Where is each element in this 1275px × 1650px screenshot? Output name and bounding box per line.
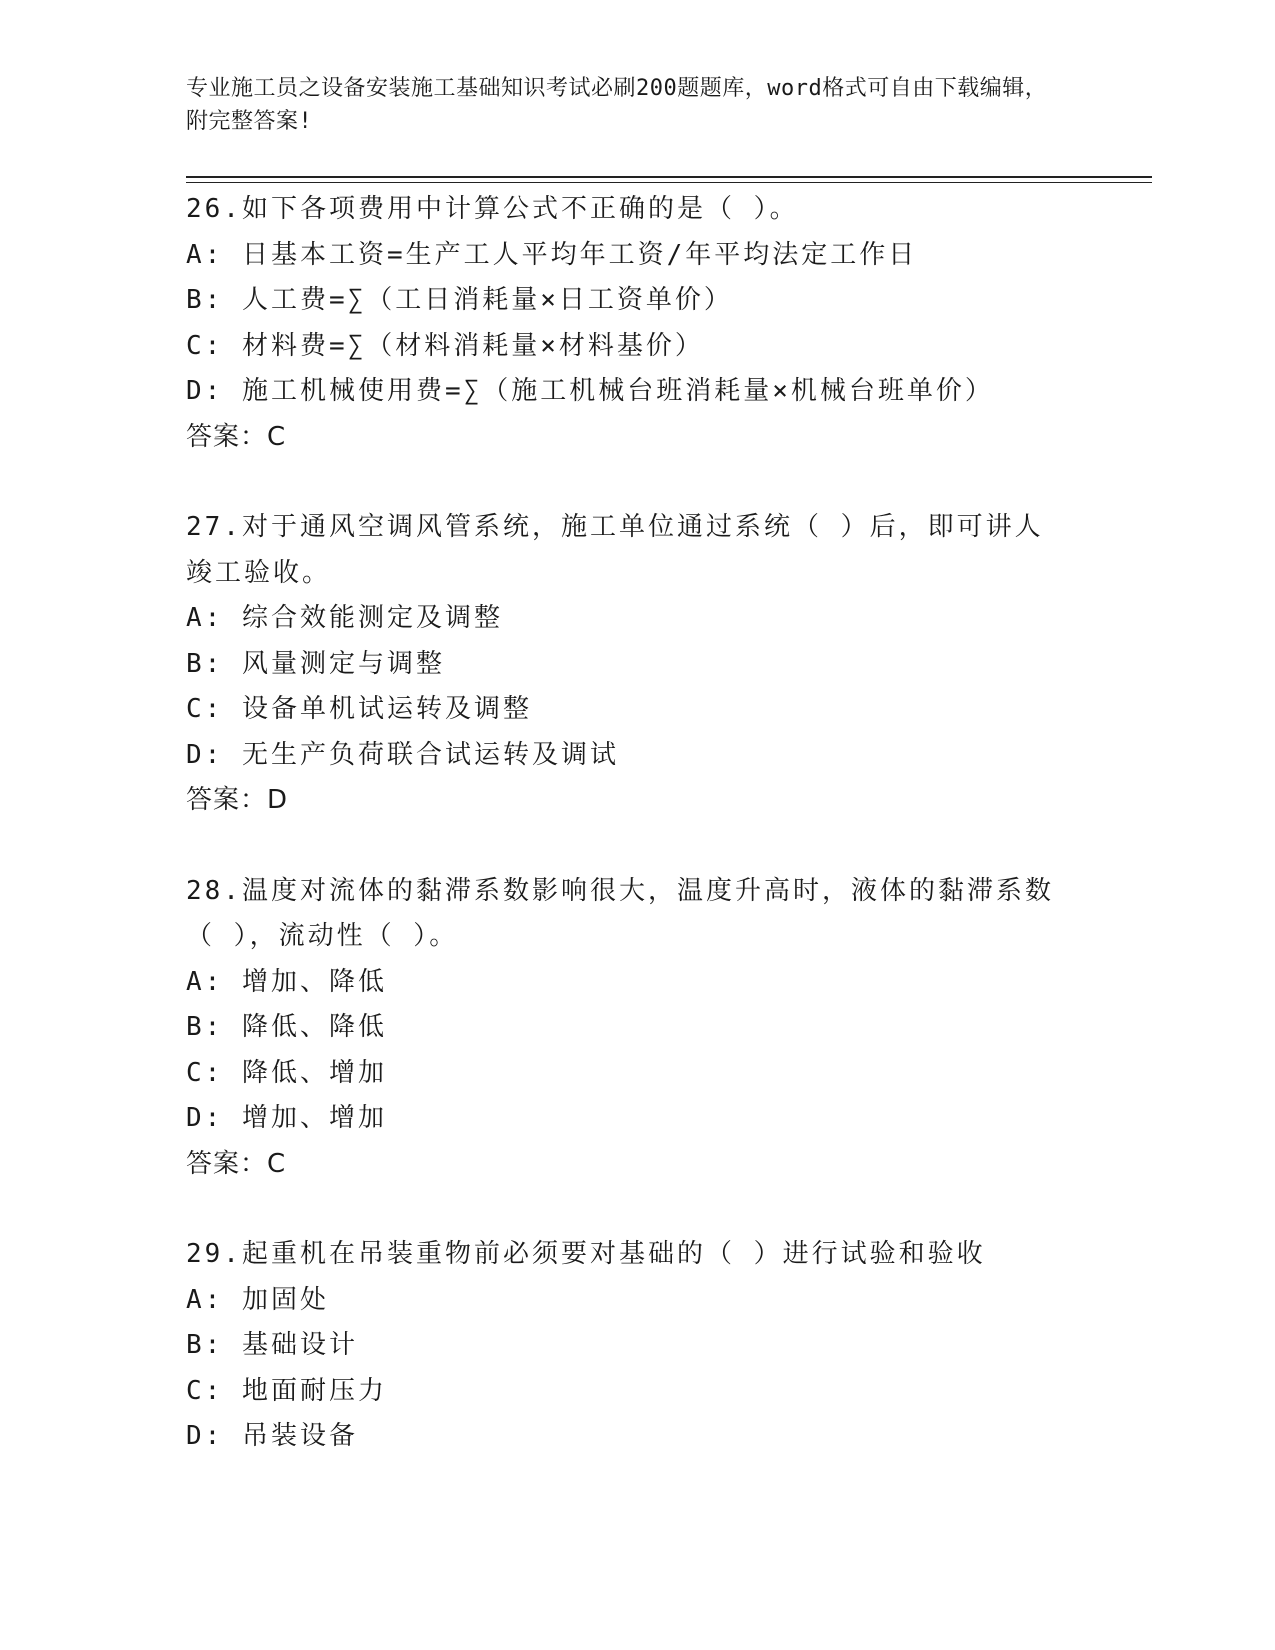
option-a: A: 加固处 [186,1284,329,1315]
question-text: 26.如下各项费用中计算公式不正确的是（ ）。 [186,194,799,224]
option-b: B: 风量测定与调整 [186,648,445,679]
option-c: C: 降低、增加 [186,1057,387,1088]
answer: 答案：C [186,1148,287,1179]
document-header: 专业施工员之设备安装施工基础知识考试必刷200题题库，word格式可自由下载编辑，附完整答案! [186,76,1048,134]
header-rule-thick [186,176,1152,178]
option-b: B: 降低、降低 [186,1012,387,1042]
answer: 答案：D [186,785,289,815]
header-rule-thin [186,182,1152,183]
option-c: C: 材料费=∑（材料消耗量×材料基价） [186,330,704,361]
option-b: B: 基础设计 [186,1330,358,1360]
option-a: A: 日基本工资=生产工人平均年工资/年平均法定工作日 [186,239,918,270]
question-text: 27.对于通风空调风管系统，施工单位通过系统（ ）后，即可讲人竣工验收。 [186,512,1044,588]
option-a: A: 综合效能测定及调整 [186,603,503,633]
option-d: D: 无生产负荷联合试运转及调试 [186,739,619,770]
question-29 [186,1232,1086,1460]
option-d: D: 施工机械使用费=∑（施工机械台班消耗量×机械台班单价） [186,376,994,406]
option-d: D: 增加、增加 [186,1103,387,1133]
question-list [186,187,1086,1505]
question-text: 28.温度对流体的黏滞系数影响很大，温度升高时，液体的黏滞系数（ ），流动性（ ）。 [186,875,1054,951]
option-d: D: 吊装设备 [186,1421,358,1451]
option-c: C: 设备单机试运转及调整 [186,694,532,724]
option-c: C: 地面耐压力 [186,1375,387,1406]
question-text: 29.起重机在吊装重物前必须要对基础的（ ）进行试验和验收 [186,1239,986,1269]
option-b: B: 人工费=∑（工日消耗量×日工资单价） [186,285,733,315]
question-26 [186,187,1086,460]
answer: 答案：C [186,421,287,452]
question-28 [186,869,1086,1188]
question-27 [186,505,1086,824]
option-a: A: 增加、降低 [186,966,387,997]
